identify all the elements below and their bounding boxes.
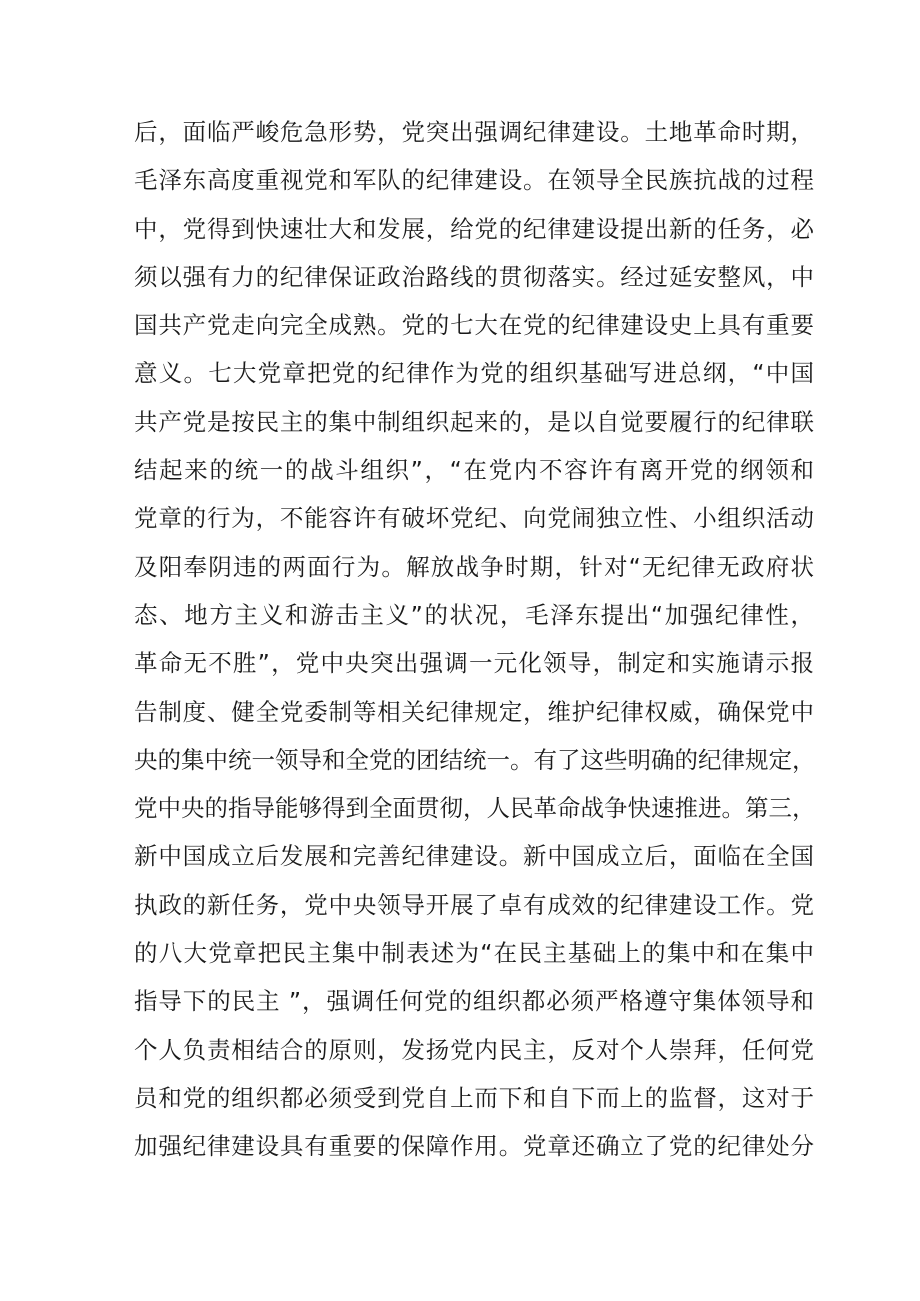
text-line-9: 党章的行为，不能容许有破坏党纪、向党闹独立性、小组织活动 — [134, 504, 814, 533]
text-line-14: 央的集中统一领导和全党的团结统一。有了这些明确的纪律规定， — [134, 745, 816, 774]
text-line-1: 后，面临严峻危急形势，党突出强调纪律建设。土地革命时期， — [134, 118, 814, 146]
text-line-16: 新中国成立后发展和完善纪律建设。新中国成立后，面临在全国 — [134, 842, 814, 871]
text-line-6: 意义。七大党章把党的纪律作为党的组织基础写进总纲，“中国 — [134, 359, 814, 388]
text-line-20: 个人负责相结合的原则，发扬党内民主，反对个人崇拜，任何党 — [134, 1035, 814, 1064]
text-line-2: 毛泽东高度重视党和军队的纪律建设。在领导全民族抗战的过程 — [134, 166, 814, 195]
text-line-12: 革命无不胜”，党中央突出强调一元化领导，制定和实施请示报 — [134, 649, 814, 678]
text-line-11: 态、地方主义和游击主义”的状况，毛泽东提出“加强纪律性， — [134, 600, 814, 629]
text-line-13: 告制度、健全党委制等相关纪律规定，维护纪律权威，确保党中 — [134, 697, 814, 726]
text-line-17: 执政的新任务，党中央领导开展了卓有成效的纪律建设工作。党 — [134, 890, 814, 919]
body-text — [134, 108, 814, 1171]
text-line-3: 中，党得到快速壮大和发展，给党的纪律建设提出新的任务，必 — [134, 214, 814, 243]
text-line-7: 共产党是按民主的集中制组织起来的，是以自觉要履行的纪律联 — [134, 407, 814, 436]
text-line-15: 党中央的指导能够得到全面贯彻，人民革命战争快速推进。第三， — [134, 794, 816, 823]
text-line-10: 及阳奉阴违的两面行为。解放战争时期，针对“无纪律无政府状 — [134, 552, 814, 581]
text-line-21: 员和党的组织都必须受到党自上而下和自下而上的监督，这对于 — [134, 1083, 814, 1112]
text-line-8: 结起来的统一的战斗组织”，“在党内不容许有离开党的纲领和 — [134, 456, 814, 485]
text-line-18: 的八大党章把民主集中制表述为“在民主基础上的集中和在集中 — [134, 939, 814, 968]
text-line-4: 须以强有力的纪律保证政治路线的贯彻落实。经过延安整风，中 — [134, 262, 814, 291]
text-line-19: 指导下的民主 ”，强调任何党的组织都必须严格遵守集体领导和 — [134, 987, 814, 1016]
text-line-22: 加强纪律建设具有重要的保障作用。党章还确立了党的纪律处分 — [134, 1132, 814, 1161]
text-line-5: 国共产党走向完全成熟。党的七大在党的纪律建设史上具有重要 — [134, 311, 814, 340]
